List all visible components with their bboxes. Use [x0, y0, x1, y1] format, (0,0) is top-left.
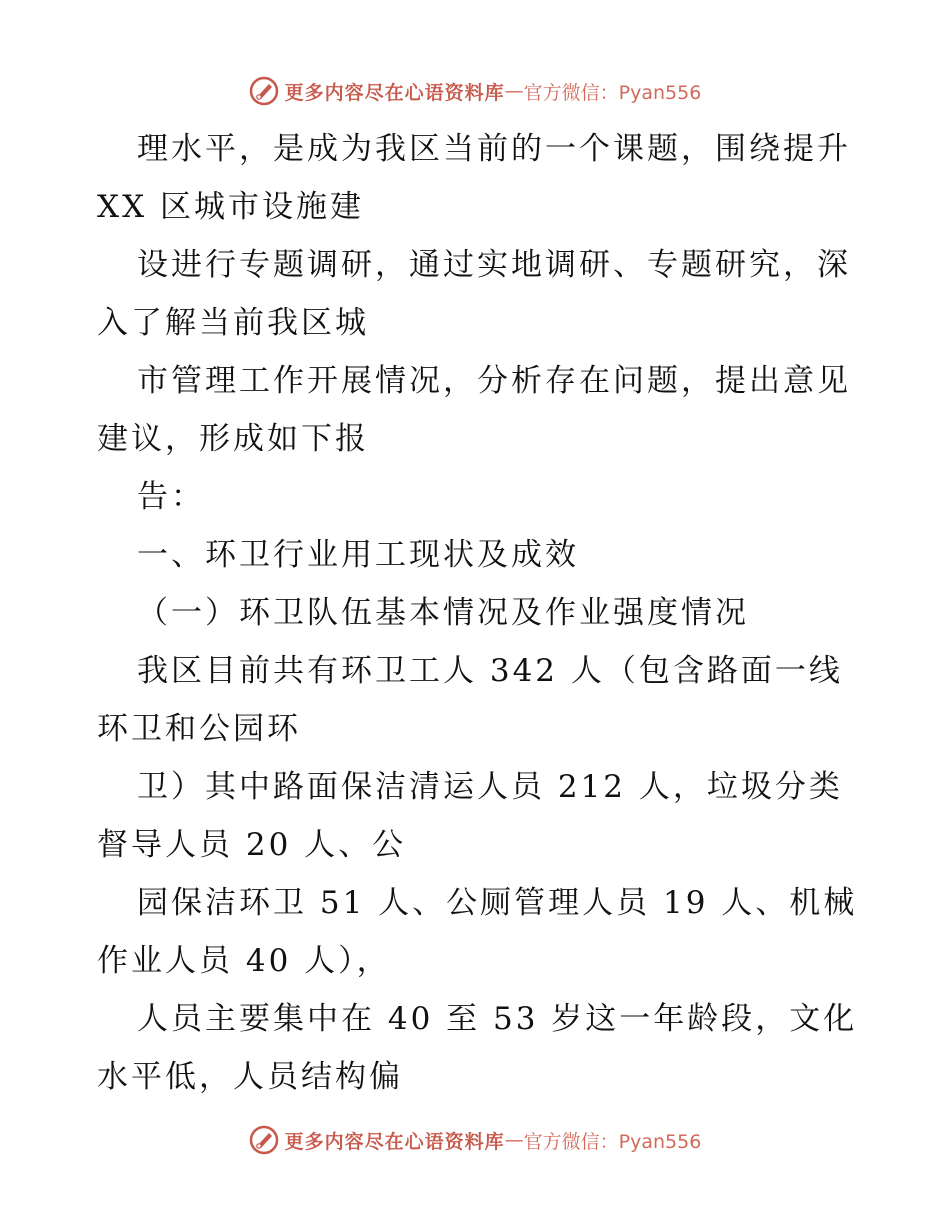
banner-main-text: 更多内容尽在心语资料库: [284, 81, 505, 104]
document-body: [97, 120, 857, 1106]
banner-wechat-text: 官方微信：Pyan556: [523, 81, 702, 104]
logo-icon: [249, 76, 279, 106]
paragraph-line: 环卫和公园环: [97, 711, 301, 747]
paragraph-line: 作业人员 40 人），: [97, 943, 391, 979]
paragraph-line: 建议，形成如下报: [97, 421, 369, 457]
banner-main-text: 更多内容尽在心语资料库: [284, 1130, 505, 1153]
section-heading: 一、环卫行业用工现状及成效: [137, 537, 579, 573]
header-banner: [0, 71, 950, 111]
logo-icon: [249, 1125, 279, 1155]
paragraph-line: 告：: [137, 479, 205, 515]
banner-separator: —: [504, 80, 524, 102]
paragraph-line: 理水平，是成为我区当前的一个课题，围绕提升: [137, 131, 851, 167]
paragraph-line: 水平低，人员结构偏: [97, 1059, 403, 1095]
paragraph-line: XX 区城市设施建: [97, 189, 364, 225]
paragraph-line: 督导人员 20 人、公: [97, 827, 407, 863]
paragraph-line: 设进行专题调研，通过实地调研、专题研究，深: [137, 247, 851, 283]
subsection-heading: （一）环卫队伍基本情况及作业强度情况: [137, 595, 749, 631]
banner-wechat-text: 官方微信：Pyan556: [523, 1130, 702, 1153]
footer-banner: [0, 1120, 950, 1160]
paragraph-line: 市管理工作开展情况，分析存在问题，提出意见: [137, 363, 851, 399]
paragraph-line: 人员主要集中在 40 至 53 岁这一年龄段，文化: [137, 1001, 858, 1037]
banner-separator: —: [504, 1129, 524, 1151]
paragraph-line: 卫）其中路面保洁清运人员 212 人，垃圾分类: [137, 769, 843, 805]
paragraph-line: 我区目前共有环卫工人 342 人（包含路面一线: [137, 653, 843, 689]
paragraph-line: 入了解当前我区城: [97, 305, 369, 341]
paragraph-line: 园保洁环卫 51 人、公厕管理人员 19 人、机械: [137, 885, 858, 921]
